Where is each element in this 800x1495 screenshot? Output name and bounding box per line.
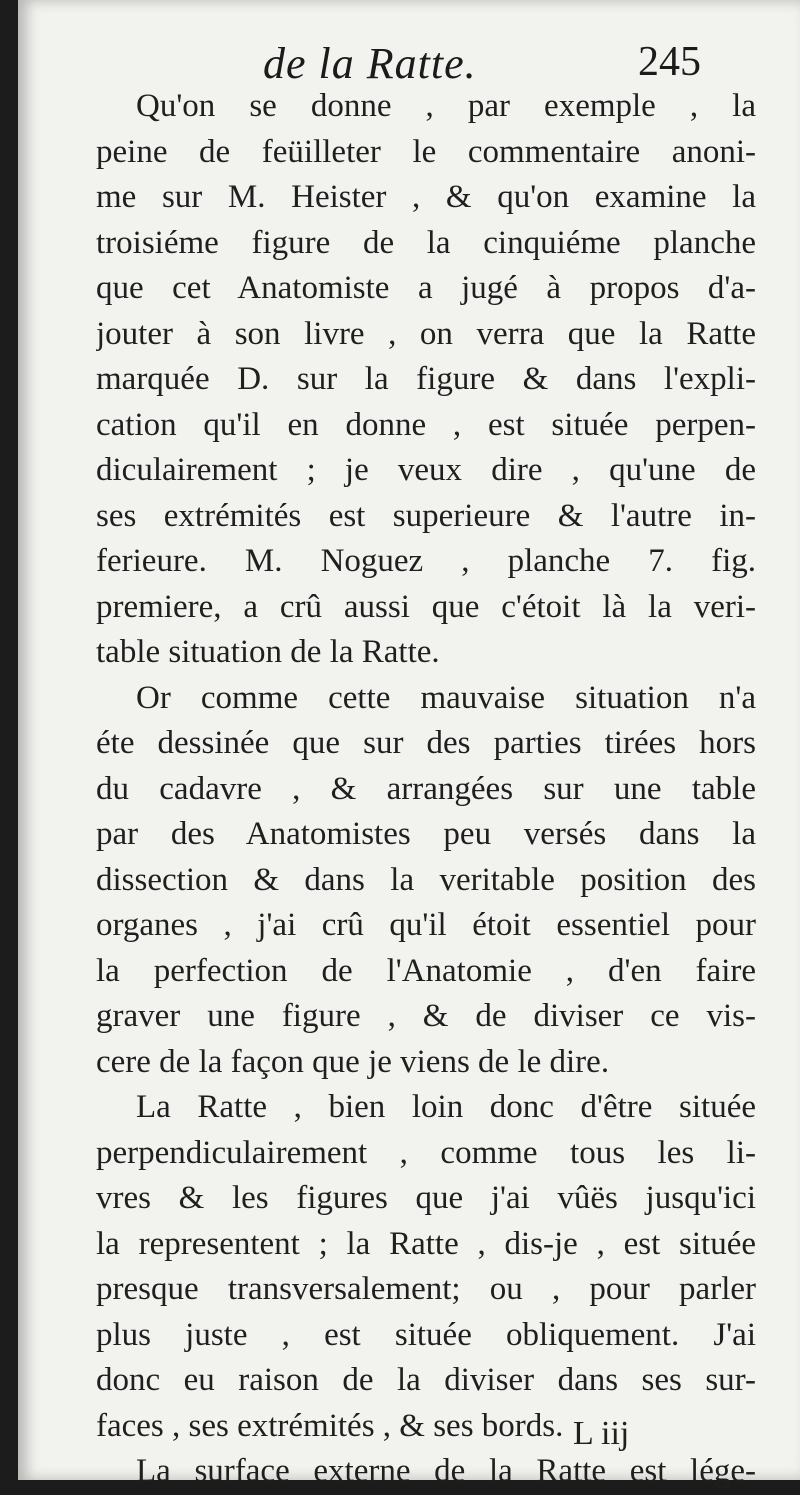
- text-line: vres & les figures que j'ai vûës jusqu'ici: [96, 1180, 756, 1216]
- text-line: organes , j'ai crû qu'il étoit essentiel pour: [96, 907, 756, 943]
- book-page: [18, 0, 800, 1489]
- text-line: graver une figure , & de diviser ce vis-: [96, 998, 756, 1034]
- text-line: du cadavre , & arrangées sur une table: [96, 770, 756, 807]
- text-line: cation qu'il en donne , est située perpen-: [96, 406, 756, 443]
- text-line: jouter à son livre , on verra que la Ratte: [96, 315, 756, 352]
- text-line: troisiéme figure de la cinquiéme planche: [96, 224, 756, 261]
- text-line: premiere, a crû aussi que c'étoit là la veri-: [96, 588, 756, 625]
- text-line: me sur M. Heister , & qu'on examine la: [96, 179, 756, 215]
- text-line: la representent ; la Ratte , dis-je , est située: [96, 1225, 756, 1262]
- text-line: donc eu raison de la diviser dans ses sur-: [96, 1362, 756, 1398]
- text-line: Or comme cette mauvaise situation n'a: [136, 679, 756, 716]
- running-head: de la Ratte.: [263, 39, 477, 88]
- text-line: faces , ses extrémités , & ses bords.: [96, 1407, 564, 1444]
- signature-mark: L iij: [573, 1415, 630, 1452]
- page-number: 245: [638, 39, 701, 85]
- text-line: presque transversalement; ou , pour parler: [96, 1271, 756, 1307]
- text-line: peine de feüilleter le commentaire anoni-: [96, 133, 756, 170]
- text-line: La surface externe de la Ratte est lége-: [136, 1453, 756, 1489]
- text-line: ferieure. M. Noguez , planche 7. fig.: [96, 543, 756, 579]
- text-line: table situation de la Ratte.: [96, 634, 440, 670]
- text-line: la perfection de l'Anatomie , d'en faire: [96, 952, 756, 989]
- body-text: [96, 84, 756, 1495]
- text-line: que cet Anatomiste a jugé à propos d'a-: [96, 270, 756, 306]
- text-line: éte dessinée que sur des parties tirées hors: [96, 725, 756, 761]
- text-line: perpendiculairement , comme tous les li-: [96, 1134, 756, 1171]
- text-line: par des Anatomistes peu versés dans la: [96, 816, 756, 852]
- text-line: cere de la façon que je viens de le dire.: [96, 1043, 610, 1080]
- text-line: La Ratte , bien loin donc d'être située: [136, 1089, 756, 1125]
- text-line: ses extrémités est superieure & l'autre in-: [96, 497, 756, 534]
- text-line: diculairement ; je veux dire , qu'une de: [96, 452, 756, 488]
- text-line: marquée D. sur la figure & dans l'expli-: [96, 361, 756, 397]
- text-line: plus juste , est située obliquement. J'ai: [96, 1316, 756, 1353]
- text-line: dissection & dans la veritable position des: [96, 861, 756, 898]
- text-line: Qu'on se donne , par exemple , la: [136, 88, 756, 124]
